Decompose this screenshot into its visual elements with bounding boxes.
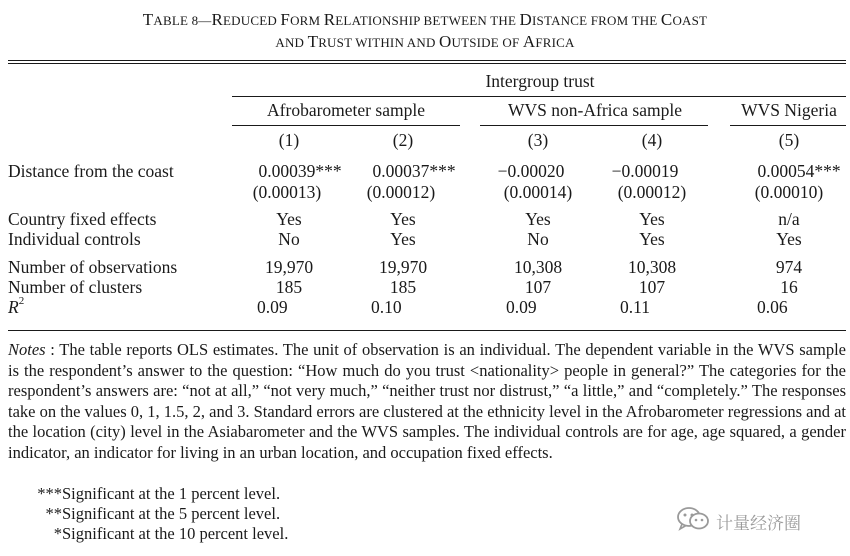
column-number: (3)	[527, 130, 549, 150]
notes-lead: Notes	[8, 340, 46, 359]
table-cell: Yes	[639, 209, 665, 229]
title-fragment: R	[211, 10, 224, 29]
se-cell: (0.00012)	[617, 182, 687, 202]
title-fragment: OAST	[672, 13, 708, 28]
row-label-country-fe: Country fixed effects	[8, 209, 157, 229]
title-fragment: ELATIONSHIP BETWEEN THE	[335, 13, 520, 28]
column-number: (5)	[778, 130, 800, 150]
significance-note	[8, 524, 288, 544]
significance-note	[8, 504, 280, 524]
group-rule-afrobarometer	[232, 125, 460, 126]
group-header-wvs-non-africa: WVS non-Africa sample	[508, 100, 682, 120]
table-cell: Yes	[390, 209, 416, 229]
se-cell: (0.00013)	[252, 182, 322, 202]
table-cell: 0.09	[257, 297, 288, 317]
group-rule-wvs-non-africa	[480, 125, 708, 126]
row-label-individual-controls: Individual controls	[8, 229, 141, 249]
title-fragment: ISTANCE FROM THE	[532, 13, 661, 28]
title-fragment: T	[142, 10, 154, 29]
coef-cell: 0.00054***	[757, 161, 841, 181]
row-label-clusters: Number of clusters	[8, 277, 143, 297]
table-cell: 16	[780, 277, 798, 297]
se-cell: (0.00012)	[366, 182, 436, 202]
significance-note	[8, 484, 280, 504]
title-fragment: UTSIDE OF	[451, 35, 523, 50]
significance-stars: **	[45, 504, 62, 523]
table-cell: Yes	[776, 229, 802, 249]
title-fragment: FRICA	[535, 35, 575, 50]
table-title-line-1	[0, 10, 850, 30]
table-cell: 0.10	[371, 297, 402, 317]
table-cell: Yes	[390, 229, 416, 249]
title-fragment: C	[660, 10, 673, 29]
coef-cell: 0.00039***	[258, 161, 342, 181]
coef-cell: 0.00037***	[372, 161, 456, 181]
top-rule-second	[8, 63, 846, 64]
title-fragment: A	[522, 32, 536, 51]
notes-body: : The table reports OLS estimates. The unit of observation is an individual. The dependent variable in the WVS sample is the respondent’s answer to the question: “How much do you trust <nationality> people in general?” The categories for the respondent’s answers are: “not at all,” “not very much,” “neither trust nor distrust,” “a little,” and “completely.” The responses take on the values 0, 1, 1.5, 2, and 3. Standard errors are clustered at the ethnicity level in the Afrobarometer regressions and at the location (city) level in the Asiabarometer and the WVS samples. The individual controls are for age, age squared, a gender indicator, an indicator for living in an urban location, and occupation fixed effects.	[8, 340, 847, 462]
table-cell: 10,308	[627, 257, 677, 277]
table-cell: Yes	[276, 209, 302, 229]
significance-stars: ***	[37, 484, 62, 503]
row-label-r-squared	[8, 297, 24, 318]
top-rule	[8, 60, 846, 61]
column-number: (1)	[278, 130, 300, 150]
row-label-distance: Distance from the coast	[8, 161, 174, 181]
group-rule-wvs-nigeria	[730, 125, 846, 126]
row-label-observations: Number of observations	[8, 257, 178, 277]
title-fragment: T	[307, 32, 319, 51]
table-cell: 10,308	[513, 257, 563, 277]
table-cell: 185	[389, 277, 417, 297]
title-fragment: RUST WITHIN AND	[318, 35, 439, 50]
title-fragment: R	[323, 10, 336, 29]
table-cell: 0.06	[757, 297, 788, 317]
table-cell: No	[527, 229, 549, 249]
title-fragment: ORM	[290, 13, 324, 28]
super-header-rule	[232, 96, 846, 97]
column-number: (2)	[392, 130, 414, 150]
coef-cell: −0.00020	[497, 161, 565, 181]
table-cell: n/a	[778, 209, 800, 229]
se-cell: (0.00010)	[754, 182, 824, 202]
table-cell: 185	[275, 277, 303, 297]
title-fragment: O	[439, 32, 452, 51]
table-cell: 974	[775, 257, 803, 277]
se-cell: (0.00014)	[503, 182, 573, 202]
table-title-line-2	[0, 32, 850, 52]
title-fragment: EDUCED	[223, 13, 281, 28]
table-cell: 19,970	[378, 257, 428, 277]
table-cell: 0.11	[620, 297, 650, 317]
watermark	[676, 507, 801, 535]
title-fragment: ABLE 8—	[153, 13, 212, 28]
title-fragment: D	[519, 10, 533, 29]
table-cell: Yes	[639, 229, 665, 249]
title-fragment: AND	[275, 35, 308, 50]
r-squared-symbol: R	[8, 297, 19, 317]
group-header-wvs-nigeria: WVS Nigeria	[741, 100, 837, 120]
significance-text: Significant at the 5 percent level.	[62, 504, 281, 523]
table-notes	[8, 340, 846, 463]
column-number: (4)	[641, 130, 663, 150]
table-cell: Yes	[525, 209, 551, 229]
table-cell: 107	[524, 277, 552, 297]
super-header: Intergroup trust	[485, 71, 595, 91]
table-cell: 0.09	[506, 297, 537, 317]
significance-text: Significant at the 1 percent level.	[62, 484, 281, 503]
watermark-text: 计量经济圈	[716, 513, 801, 534]
significance-stars: *	[53, 524, 62, 543]
significance-text: Significant at the 10 percent level.	[62, 524, 289, 543]
bottom-rule	[8, 330, 846, 331]
table-cell: No	[278, 229, 300, 249]
title-fragment: F	[280, 10, 291, 29]
table-cell: 107	[638, 277, 666, 297]
table-cell: 19,970	[264, 257, 314, 277]
coef-cell: −0.00019	[611, 161, 679, 181]
r-squared-exponent: 2	[18, 295, 25, 307]
group-header-afrobarometer: Afrobarometer sample	[267, 100, 425, 120]
wechat-icon	[676, 506, 710, 537]
